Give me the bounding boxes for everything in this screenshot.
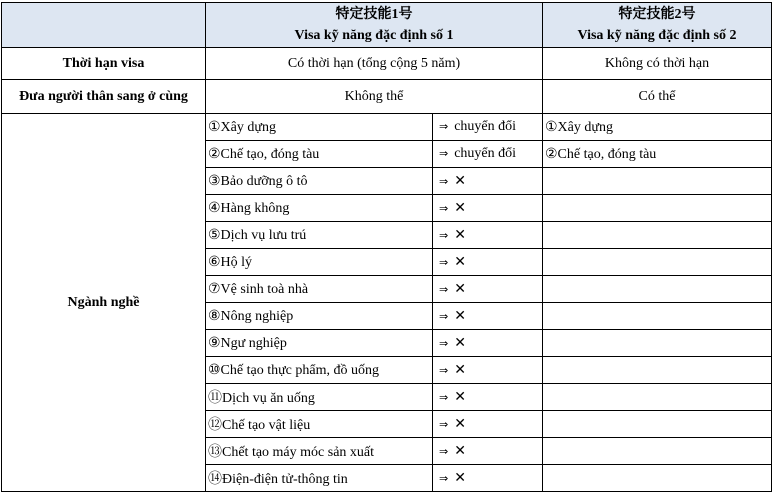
industry-row	[2, 114, 772, 141]
industry-type2	[543, 330, 772, 357]
double-arrow-icon: ⇒	[439, 120, 449, 133]
industry-type2	[543, 168, 772, 195]
family-type2: Có thể	[543, 80, 772, 114]
double-arrow-icon: ⇒	[439, 390, 449, 404]
industry-name: ④Hàng không	[206, 195, 433, 222]
visa-term-label: Thời hạn visa	[2, 48, 206, 80]
double-arrow-icon: ⇒	[439, 147, 449, 160]
industry-name: ⑨Ngư nghiệp	[206, 330, 433, 357]
header-corner-cell	[2, 3, 206, 48]
family-row	[2, 80, 772, 114]
double-arrow-icon: ⇒	[439, 282, 449, 296]
industry-label: Ngành nghề	[2, 114, 206, 492]
industry-transfer-status	[433, 141, 543, 168]
industry-type2	[543, 465, 772, 492]
transfer-label: chuyển đổi	[454, 119, 517, 134]
industry-transfer-status	[433, 276, 543, 303]
industry-transfer-status	[433, 222, 543, 249]
cross-icon: ✕	[454, 388, 466, 405]
industry-transfer-status	[433, 330, 543, 357]
industry-type2: ②Chế tạo, đóng tàu	[543, 141, 772, 168]
transfer-label: chuyển đổi	[454, 146, 517, 161]
industry-name: ⑩Chế tạo thực phẩm, đồ uống	[206, 357, 433, 384]
header-row	[2, 3, 772, 48]
industry-type2	[543, 438, 772, 465]
industry-name: ⑥Hộ lý	[206, 249, 433, 276]
industry-transfer-status	[433, 168, 543, 195]
industry-type2	[543, 384, 772, 411]
industry-transfer-status	[433, 465, 543, 492]
double-arrow-icon: ⇒	[439, 174, 449, 188]
industry-type2	[543, 249, 772, 276]
cross-icon: ✕	[454, 253, 466, 270]
cross-icon: ✕	[454, 469, 466, 486]
cross-icon: ✕	[454, 226, 466, 243]
industry-transfer-status	[433, 411, 543, 438]
industry-type2	[543, 411, 772, 438]
double-arrow-icon: ⇒	[439, 201, 449, 215]
double-arrow-icon: ⇒	[439, 336, 449, 350]
header-type2	[543, 3, 772, 48]
industry-name: ⑬Chết tạo máy móc sản xuất	[206, 438, 433, 465]
cross-icon: ✕	[454, 361, 466, 378]
double-arrow-icon: ⇒	[439, 228, 449, 242]
double-arrow-icon: ⇒	[439, 363, 449, 377]
industry-transfer-status	[433, 384, 543, 411]
visa-term-type1: Có thời hạn (tổng cộng 5 năm)	[206, 48, 543, 80]
industry-name: ③Bảo dưỡng ô tô	[206, 168, 433, 195]
visa-term-row	[2, 48, 772, 80]
industry-name: ⑭Điện-điện tử-thông tin	[206, 465, 433, 492]
cross-icon: ✕	[454, 334, 466, 351]
cross-icon: ✕	[454, 307, 466, 324]
industry-transfer-status	[433, 357, 543, 384]
cross-icon: ✕	[454, 442, 466, 459]
industry-type2	[543, 276, 772, 303]
visa-comparison-table	[1, 2, 772, 492]
industry-name: ⑪Dịch vụ ăn uống	[206, 384, 433, 411]
family-type1: Không thể	[206, 80, 543, 114]
cross-icon: ✕	[454, 172, 466, 189]
industry-name: ⑫Chế tạo vật liệu	[206, 411, 433, 438]
industry-transfer-status	[433, 303, 543, 330]
header-type1	[206, 3, 543, 48]
cross-icon: ✕	[454, 199, 466, 216]
industry-transfer-status	[433, 438, 543, 465]
double-arrow-icon: ⇒	[439, 255, 449, 269]
industry-transfer-status	[433, 195, 543, 222]
industry-name: ②Chế tạo, đóng tàu	[206, 141, 433, 168]
type1-subtitle: Visa kỹ năng đặc định số 1	[294, 28, 454, 43]
industry-name: ⑧Nông nghiệp	[206, 303, 433, 330]
industry-name: ⑦Vệ sinh toà nhà	[206, 276, 433, 303]
family-label: Đưa người thân sang ở cùng	[2, 80, 206, 114]
industry-name: ①Xây dựng	[206, 114, 433, 141]
industry-type2	[543, 357, 772, 384]
industry-type2	[543, 195, 772, 222]
type2-title: 特定技能2号	[618, 7, 696, 22]
double-arrow-icon: ⇒	[439, 471, 449, 485]
industry-type2	[543, 303, 772, 330]
type1-title: 特定技能1号	[335, 7, 413, 22]
industry-transfer-status	[433, 249, 543, 276]
cross-icon: ✕	[454, 415, 466, 432]
industry-type2	[543, 222, 772, 249]
double-arrow-icon: ⇒	[439, 309, 449, 323]
industry-type2: ①Xây dựng	[543, 114, 772, 141]
cross-icon: ✕	[454, 280, 466, 297]
double-arrow-icon: ⇒	[439, 444, 449, 458]
visa-term-type2: Không có thời hạn	[543, 48, 772, 80]
double-arrow-icon: ⇒	[439, 417, 449, 431]
type2-subtitle: Visa kỹ năng đặc định số 2	[577, 28, 737, 43]
industry-rows	[2, 114, 772, 492]
industry-name: ⑤Dịch vụ lưu trú	[206, 222, 433, 249]
industry-transfer-status	[433, 114, 543, 141]
